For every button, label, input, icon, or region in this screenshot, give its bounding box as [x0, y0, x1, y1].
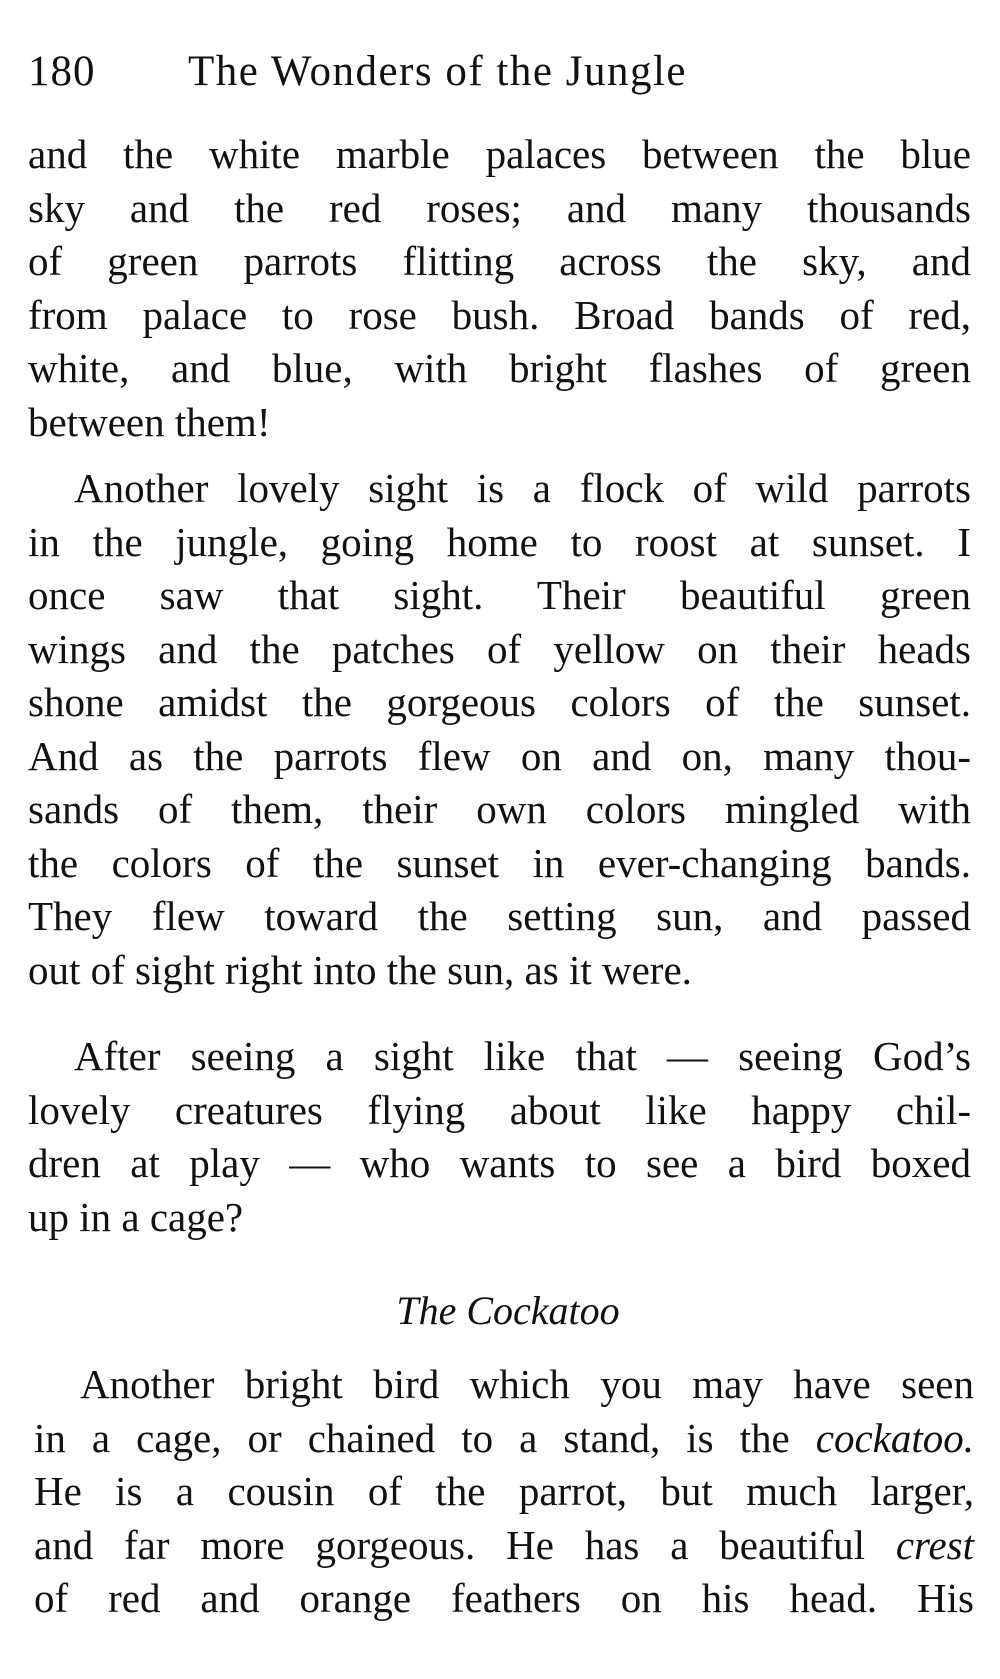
- text-line: He is a cousin of the parrot, but much larger,: [34, 1468, 974, 1514]
- italic-term-crest: crest: [895, 1521, 974, 1568]
- text-segment: in a cage, or chained to a stand, is the: [34, 1414, 816, 1461]
- text-line: from palace to rose bush. Broad bands of red,: [28, 291, 971, 338]
- text-line: [34, 1412, 974, 1466]
- text-line: up in a cage?: [28, 1193, 244, 1240]
- text-line: They flew toward the setting sun, and passed: [28, 893, 971, 939]
- running-title: The Wonders of the Jungle: [188, 48, 687, 95]
- text-line: out of sight right into the sun, as it were.: [28, 946, 692, 993]
- text-line: sky and the red roses; and many thousands: [28, 184, 971, 231]
- text-segment: and far more gorgeous. He has a beautiful: [34, 1521, 896, 1568]
- text-line: of green parrots flitting across the sky, and: [28, 238, 971, 284]
- text-line: [34, 1519, 974, 1573]
- text-line: once saw that sight. Their beautiful green: [28, 572, 971, 618]
- paragraph-2: [28, 462, 971, 997]
- text-line: shone amidst the gorgeous colors of the sunset.: [28, 679, 971, 725]
- text-line: and the white marble palaces between the blue: [28, 131, 971, 177]
- text-line: sands of them, their own colors mingled with: [28, 786, 971, 832]
- text-line: dren at play — who wants to see a bird boxed: [28, 1140, 971, 1186]
- text-line: white, and blue, with bright flashes of green: [28, 345, 971, 391]
- section-heading: The Cockatoo: [396, 1288, 620, 1333]
- text-line: between them!: [28, 398, 271, 445]
- text-line: the colors of the sunset in ever-changing bands.: [28, 839, 971, 886]
- text-line: After seeing a sight like that — seeing God’s: [74, 1033, 971, 1079]
- paragraph-3: [28, 1030, 971, 1244]
- text-line: Another lovely sight is a flock of wild parrots: [74, 465, 971, 511]
- text-line: Another bright bird which you may have seen: [80, 1361, 974, 1407]
- text-line: of red and orange feathers on his head. His: [34, 1575, 974, 1621]
- page-number: 180: [28, 48, 96, 95]
- paragraph-1: [28, 128, 971, 449]
- italic-term-cockatoo: cockatoo.: [815, 1414, 974, 1461]
- text-line: And as the parrots flew on and on, many thou-: [28, 732, 971, 779]
- text-line: lovely creatures flying about like happy chil-: [28, 1086, 971, 1133]
- text-line: wings and the patches of yellow on their heads: [28, 625, 971, 672]
- paragraph-4: [34, 1358, 974, 1626]
- page-header: [28, 42, 948, 102]
- text-line: in the jungle, going home to roost at sunset. I: [28, 518, 971, 565]
